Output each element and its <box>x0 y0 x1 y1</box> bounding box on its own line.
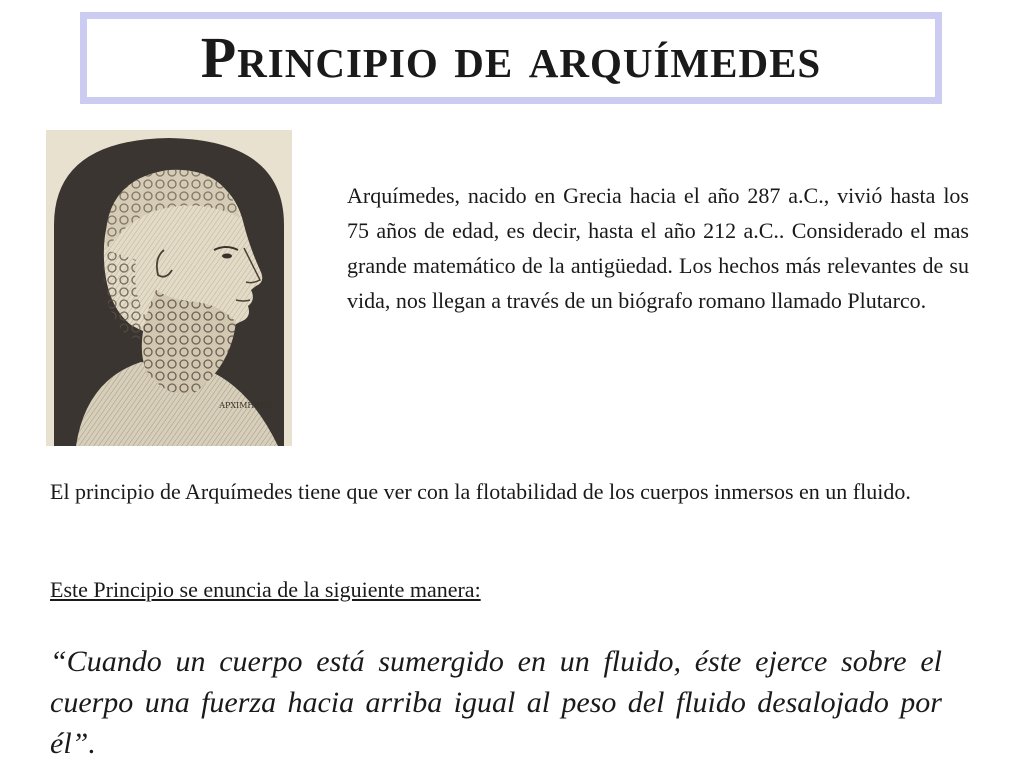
principle-paragraph: El principio de Arquímedes tiene que ver con la flotabilidad de los cuerpos inmersos en un fluido. <box>50 479 911 504</box>
slide-title: Principio de arquímedes <box>200 25 822 90</box>
biography-paragraph: Arquímedes, nacido en Grecia hacia el año 287 a.C., vivió hasta los 75 años de edad, es decir, hasta el año 212 a.C.. Considerado el mas grande matemático de la antigüedad. Los hechos más relevantes de su vida, nos llegan a través de un biógrafo romano llamado Plutarco. <box>347 183 969 313</box>
portrait-inscription: ΑΡΧΙΜΗΔΗΣ <box>219 401 273 410</box>
archimedes-portrait <box>46 130 292 446</box>
archimedes-portrait-image <box>46 130 292 446</box>
title-box <box>80 12 942 104</box>
statement-intro: Este Principio se enuncia de la siguiente manera: <box>50 577 481 602</box>
principle-quote: “Cuando un cuerpo está sumergido en un fluido, éste ejerce sobre el cuerpo una fuerza hacia arriba igual al peso del fluido desalojado por él”. <box>50 645 942 760</box>
